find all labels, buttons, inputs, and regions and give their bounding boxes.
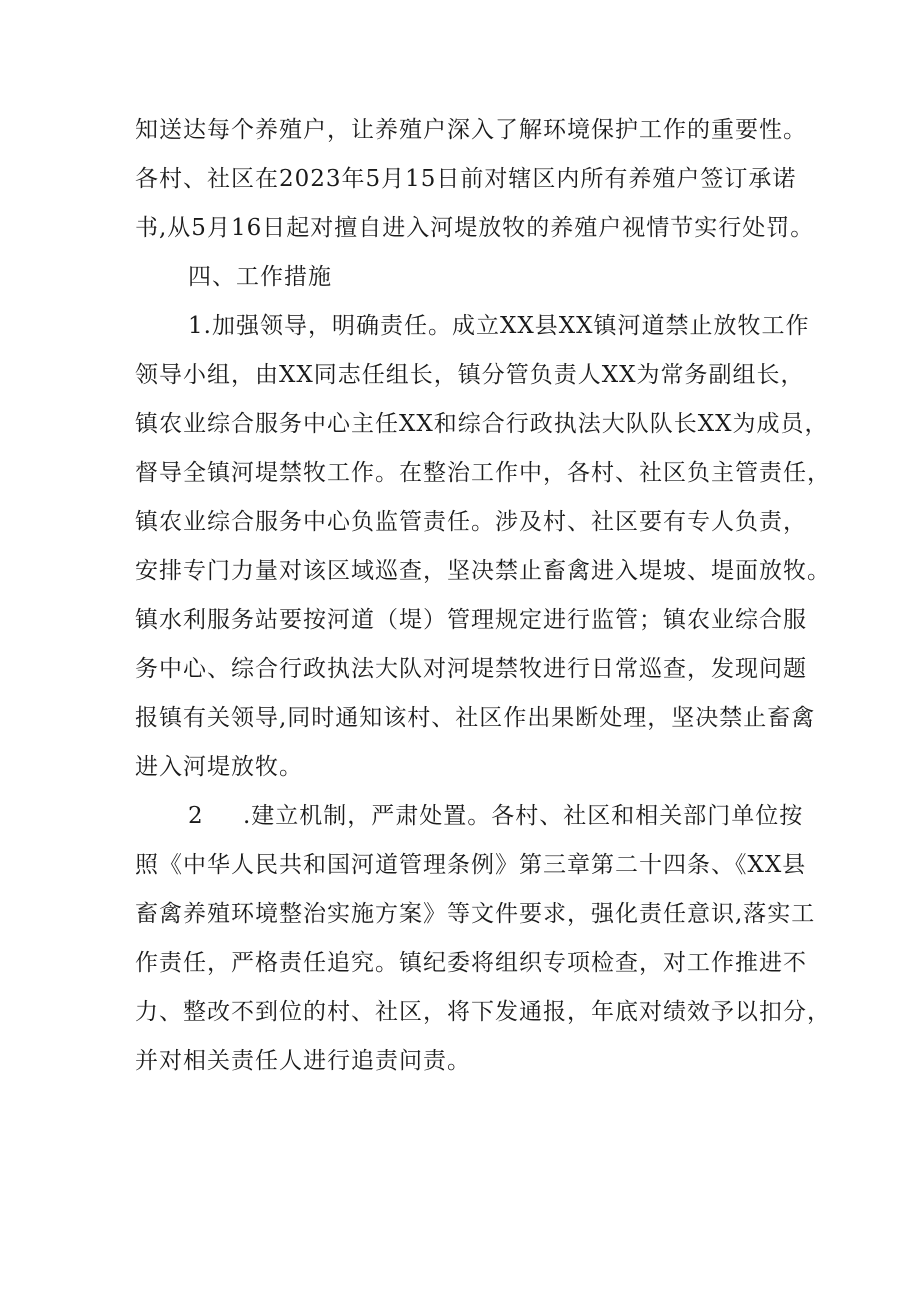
item1-line: 安排专门力量对该区域巡查，坚决禁止畜禽进入堤坡、堤面放牧。 [135, 558, 831, 584]
item1-line: 务中心、综合行政执法大队对河堤禁牧进行日常巡查，发现问题 [135, 656, 807, 682]
item2-line: 并对相关责任人进行追责问责。 [135, 1048, 471, 1074]
item1-line: 督导全镇河堤禁牧工作。在整治工作中，各村、社区负主管责任， [135, 460, 831, 486]
item2-first-line: .建立机制，严肃处置。各村、社区和相关部门单位按 [243, 803, 804, 829]
paragraph-line: 书,从5月16日起对擅自进入河堤放牧的养殖户视情节实行处罚。 [135, 215, 815, 241]
item1-line: 报镇有关领导,同时通知该村、社区作出果断处理，坚决禁止畜禽 [135, 705, 816, 731]
paragraph-line: 知送达每个养殖户，让养殖户深入了解环境保护工作的重要性。 [135, 117, 807, 143]
item1-line: 1.加强领导，明确责任。成立XX县XX镇河道禁止放牧工作 [188, 313, 810, 339]
item1-line: 镇农业综合服务中心主任XX和综合行政执法大队队长XX为成员， [135, 411, 829, 437]
item2-line: 作责任，严格责任追究。镇纪委将组织专项检查，对工作推进不 [135, 950, 807, 976]
item1-line: 镇水利服务站要按河道（堤）管理规定进行监管；镇农业综合服 [135, 607, 807, 633]
item2-line: 力、整改不到位的村、社区，将下发通报，年底对绩效予以扣分， [135, 999, 831, 1025]
item1-line: 领导小组，由XX同志任组长，镇分管负责人XX为常务副组长， [135, 362, 805, 388]
item1-line: 进入河堤放牧。 [135, 754, 303, 780]
paragraph-line: 各村、社区在2023年5月15日前对辖区内所有养殖户签订承诺 [135, 166, 797, 192]
item2-line: 畜禽养殖环境整治实施方案》等文件要求，强化责任意识,落实工 [135, 901, 816, 927]
item2-number: 2 [188, 803, 203, 829]
section-heading: 四、工作措施 [188, 264, 332, 290]
item1-line: 镇农业综合服务中心负监管责任。涉及村、社区要有专人负责， [135, 509, 807, 535]
item2-line: 照《中华人民共和国河道管理条例》第三章第二十四条、《XX县 [135, 852, 807, 878]
